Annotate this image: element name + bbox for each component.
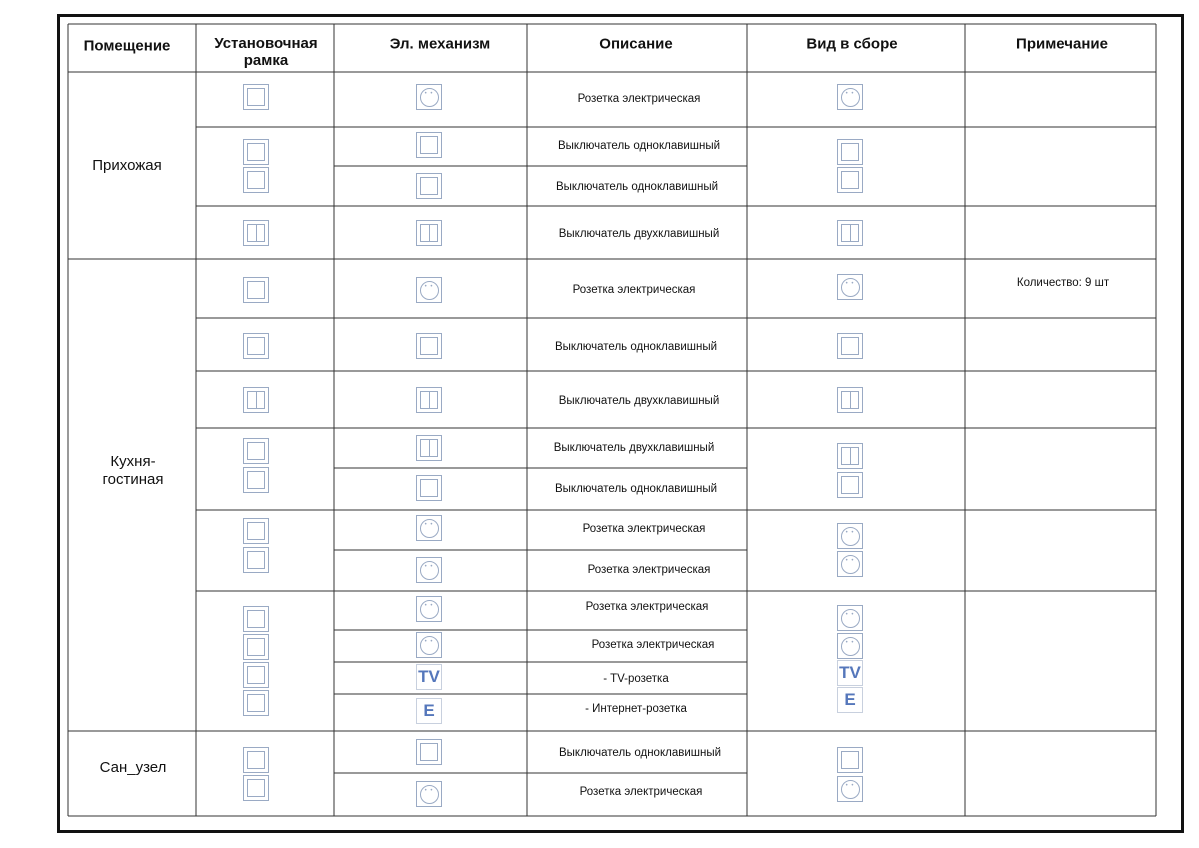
description-cell: Выключатель одноклавишный (554, 341, 718, 353)
frame-double-icon (243, 467, 269, 493)
frame-double-icon (243, 139, 269, 165)
tv-socket-icon: TV (416, 664, 442, 690)
frame-single-icon (243, 277, 269, 303)
switch-two-key-icon (416, 387, 442, 413)
room-hall: Прихожая (92, 157, 162, 174)
frame-double-icon (243, 518, 269, 544)
socket-icon (416, 596, 442, 622)
description-cell: Розетка электрическая (587, 564, 711, 576)
frame-single-icon (243, 220, 269, 246)
assembled-socket-icon (837, 551, 863, 577)
description-cell: Выключатель одноклавишный (557, 140, 721, 152)
header-assembled: Вид в сборе (806, 35, 898, 53)
frame-double-icon (243, 775, 269, 801)
assembled-switch-two-key-icon (837, 443, 863, 469)
description-cell: Выключатель двухклавишный (553, 442, 715, 454)
note-kitchen-quantity: Количество: 9 шт (1016, 277, 1110, 289)
room-kitchen: Кухня-гостиная (102, 453, 164, 488)
internet-socket-icon: E (416, 698, 442, 724)
assembled-switch-one-key-icon (837, 167, 863, 193)
socket-icon (416, 557, 442, 583)
assembled-socket-icon (837, 633, 863, 659)
description-cell: Розетка электрическая (591, 639, 715, 651)
socket-icon (416, 781, 442, 807)
switch-one-key-icon (416, 739, 442, 765)
header-note: Примечание (1016, 35, 1108, 53)
assembled-socket-icon (837, 523, 863, 549)
frame-quad-icon (243, 606, 269, 632)
assembled-internet-socket-icon: E (837, 687, 863, 713)
switch-one-key-icon (416, 475, 442, 501)
assembled-socket-icon (837, 605, 863, 631)
assembled-tv-socket-icon: TV (837, 660, 863, 686)
assembled-switch-one-key-icon (837, 472, 863, 498)
frame-quad-icon (243, 634, 269, 660)
assembled-switch-two-key-icon (837, 220, 863, 246)
frame-quad-icon (243, 690, 269, 716)
header-mechanism: Эл. механизм (389, 35, 491, 53)
header-room: Помещение (83, 37, 171, 55)
frame-double-icon (243, 747, 269, 773)
assembled-socket-icon (837, 84, 863, 110)
header-description: Описание (599, 35, 673, 53)
frame-single-icon (243, 84, 269, 110)
socket-icon (416, 632, 442, 658)
assembled-switch-one-key-icon (837, 333, 863, 359)
description-cell: Розетка электрическая (582, 523, 706, 535)
description-cell: Выключатель двухклавишный (558, 228, 720, 240)
description-cell: Выключатель двухклавишный (558, 395, 720, 407)
assembled-switch-one-key-icon (837, 747, 863, 773)
frame-double-icon (243, 438, 269, 464)
switch-one-key-icon (416, 333, 442, 359)
description-cell: Розетка электрическая (572, 284, 696, 296)
switch-one-key-icon (416, 132, 442, 158)
assembled-socket-icon (837, 274, 863, 300)
assembled-switch-one-key-icon (837, 139, 863, 165)
room-bathroom: Сан_узел (99, 759, 167, 776)
assembled-switch-two-key-icon (837, 387, 863, 413)
socket-icon (416, 84, 442, 110)
description-cell: Выключатель одноклавишный (558, 747, 722, 759)
frame-single-icon (243, 387, 269, 413)
switch-two-key-icon (416, 435, 442, 461)
socket-icon (416, 277, 442, 303)
switch-two-key-icon (416, 220, 442, 246)
frame-single-icon (243, 333, 269, 359)
header-frame: Установочная рамка (214, 35, 318, 69)
assembled-socket-icon (837, 776, 863, 802)
description-cell: - TV-розетка (603, 673, 669, 685)
frame-quad-icon (243, 662, 269, 688)
description-cell: Розетка электрическая (585, 601, 709, 613)
frame-double-icon (243, 167, 269, 193)
description-cell: Выключатель одноклавишный (554, 483, 718, 495)
switch-one-key-icon (416, 173, 442, 199)
description-cell: Выключатель одноклавишный (555, 181, 719, 193)
frame-double-icon (243, 547, 269, 573)
socket-icon (416, 515, 442, 541)
description-cell: - Интернет-розетка (585, 703, 687, 715)
description-cell: Розетка электрическая (579, 786, 703, 798)
description-cell: Розетка электрическая (577, 93, 701, 105)
